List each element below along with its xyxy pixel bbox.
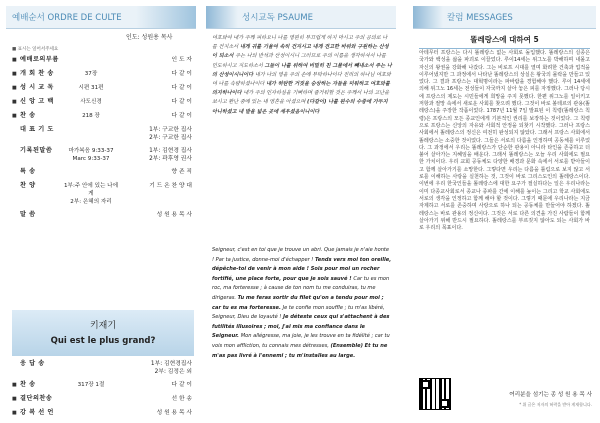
service-leader-name: 1부: 김현경 집사 2부: 곽후영 권사 xyxy=(149,148,192,162)
psalm-verse: (Ensemble) Et tu ne m'as pas livré à l'ennemi ; tu m'installes au large. xyxy=(212,342,388,359)
psalm-header xyxy=(206,6,396,29)
service-item: 찬 양 xyxy=(20,182,36,189)
psalm-panel xyxy=(206,6,396,418)
psalm-verse: 내가 나의 영을 주의 손에 부탁하나이다 진리의 하나님 여호와여 나를 속량하셨나이다 xyxy=(212,71,391,88)
service-row xyxy=(12,147,194,163)
service-item: 신 앙 고 백 xyxy=(20,98,54,105)
psalm-verse: Je te confie mon souffle ; tu m'as libéré, Seigneur, Dieu de loyauté ! xyxy=(212,304,385,321)
psalm-verse: 그들이 나를 위하여 비밀히 친 그물에서 빼내소서 주는 나의 산성이시니이다 xyxy=(212,62,392,78)
stand-marker-icon: ■ xyxy=(12,382,17,388)
sermon-title-box xyxy=(12,310,194,356)
service-leader: 인도: 성원용 목사 xyxy=(126,34,173,41)
psalm-verse: Tu me feras sortir du filet qu'on a tendu pour moi ; car tu es ma forteresse. xyxy=(212,294,384,311)
service-item: 응 답 송 xyxy=(20,360,45,367)
service-leader-name: 다 같 이 xyxy=(171,71,192,77)
header-decoration xyxy=(136,6,196,28)
psalm-title: 성시교독 PSAUME xyxy=(242,13,313,23)
stand-marker-icon: ■ xyxy=(12,85,17,91)
stand-marker-icon: ■ xyxy=(12,410,17,416)
psalm-verse: Car tu es mon roc, ma forteresse ; à cause de ton nom tu me conduiras, tu me dirigeras. xyxy=(212,275,390,301)
service-row xyxy=(12,112,194,120)
service-leader-name: 기 드 온 찬 양 대 xyxy=(149,183,192,189)
service-row xyxy=(12,409,194,417)
service-row xyxy=(12,98,194,106)
service-detail: 사도신경 xyxy=(80,99,102,105)
service-item: 찬 송 xyxy=(20,112,36,119)
psalm-verse: Mon allégresse, ma joie, je les trouve en ta fidélité ; car tu vois mon affliction, tu connais mes détresses, xyxy=(212,333,390,349)
psalm-verse: 내가 허탄한 거짓을 숭상하는 자들을 미워하고 여호와를 의지하나이다 xyxy=(212,81,390,97)
service-leader-name: 성 원 용 목 사 xyxy=(156,410,192,416)
service-leader-name: 다 같 이 xyxy=(171,85,192,91)
psalm-verse: (다같이) 나를 원수의 수중에 가두지 아니하셨고 내 발을 넓은 곳에 세우셨음이니이다 xyxy=(212,99,388,115)
column-headline: 똘레랑스에 대하여 5 xyxy=(419,32,590,49)
service-leader-name: 다 같 이 xyxy=(171,99,192,105)
service-detail: 317장 1절 xyxy=(77,382,105,388)
service-detail: 37장 xyxy=(84,71,98,77)
service-item: 대 표 기 도 xyxy=(20,126,54,133)
psalm-verse: Seigneur, c'est en toi que je trouve un abri. Que jamais je n'aie honte ! Par ta justice, donne-moi d'échapper ! xyxy=(212,247,390,263)
stand-marker-icon: ■ xyxy=(12,396,17,402)
service-row xyxy=(12,395,194,403)
stand-marker-icon: ■ xyxy=(12,113,17,119)
header-decoration xyxy=(206,6,238,28)
service-leader-name: 선 한 송 xyxy=(171,396,192,402)
sermon-title-ko: 키재기 xyxy=(89,321,117,331)
service-row xyxy=(12,211,194,219)
service-row xyxy=(12,56,194,64)
service-item: 개 회 찬 송 xyxy=(20,70,54,77)
order-title: 예배순서 ORDRE DE CULTE xyxy=(12,13,122,23)
service-item: 기록된말씀 xyxy=(20,147,53,154)
header-decoration xyxy=(413,6,443,28)
service-leader-name: 다 같 이 xyxy=(171,382,192,388)
service-leader-name: 인 도 자 xyxy=(171,57,192,63)
service-leader-name: 1부: 구교한 집사 2부: 구교한 집사 xyxy=(149,127,192,141)
service-leader-name: 향 존 직 xyxy=(171,169,192,175)
service-detail: 218 장 xyxy=(82,113,100,119)
stand-legend: ■ 표시는 일어서주세요 xyxy=(12,47,59,52)
service-item: 예배로의부름 xyxy=(20,56,59,63)
column-note: * 위 글은 저자의 허락을 받아 게재합니다. xyxy=(519,402,592,407)
service-row xyxy=(12,360,194,376)
service-row xyxy=(12,84,194,92)
psalm-verse: Tends vers moi ton oreille, dépêche-toi de venir à mon aide ! Sois pour moi un rocher fortifié, une place forte, pour que je sois sauvé ! xyxy=(212,256,392,282)
service-item: 강 복 선 언 xyxy=(20,409,54,416)
service-order-list xyxy=(12,56,194,225)
psalm-verse: 주는 나의 반석과 산성이시니 그러므로 주의 이름을 생각하셔서 나를 인도하시고 지도하소서 xyxy=(212,53,386,69)
psalm-korean xyxy=(212,34,392,117)
messages-header xyxy=(413,6,596,29)
service-detail: 마가복음 9:33-37 Marc 9:33-37 xyxy=(68,148,114,162)
service-row xyxy=(12,126,194,142)
service-detail: 1부:주 안에 있는 나에게 2부: 은혜의 자리 xyxy=(63,183,118,205)
stand-marker-icon: ■ xyxy=(12,71,17,77)
service-row xyxy=(12,168,194,176)
messages-title: 칼럼 MESSAGES xyxy=(447,13,513,23)
service-item: 말 씀 xyxy=(20,211,36,218)
service-item: 특 송 xyxy=(20,168,36,175)
service-row xyxy=(12,70,194,78)
psalm-verse: 내게 귀를 기울여 속히 건지시고 내게 견고한 바위와 구원하는 산성이 되소서 xyxy=(212,44,389,60)
service-row xyxy=(12,182,194,206)
column-body: 아테무터 프랑스는 다시 똘레랑스 없는 사회로 돌입했다. 똘레랑스의 실종은 국가와 백성을 삶을 파괴로 이끌었다. 루이14세는 위그노를 박해하며 내몰고 자신의 왕권을 강화해 나갔다. 그는 비로프 시대를 열며 화려한 건축과 업적을 이루어냈지만 그 과정에서 나타난 똘레랑스의 상실은 왕국의 몰락을 만들고 있었다. 그 결과 프랑스는 대혁명이라는 파바람을 경험해야 했다. 루이 14세에 의해 위그노 16세는 전성들이 자국까지 살아 놓은 피를 자정했다. 그러나 당시에 프랑스의 제도는 시민들에게 희망을 주지 못했다. 한편 위그노를 일이키고 저항과 절망 속에서 새로운 사회를 찾으려 했다. 그것이 바로 볼테르의 관용(똘레랑스)을 주장한 작품이었다. 1787년 11월 7일 발표된 이 칙령(똘레랑스 칙령)은 프랑스의 모든 종교인에게 기본적인 권리를 보장하는 것이었다. 그 칙령으로 프랑스는 신앙의 자유와 사회적 안정을 되찾기 시작했다. 그러나 프랑스 사회에서 똘레랑스의 정신은 여전히 완성되지 않았다. 그래서 프랑스 사회에서 똘레랑스는 소중한 것이었다. 그들은 서로의 다름을 인정하며 공동체를 이루었다. 그 과정에서 우리는 똘레랑스가 단순한 관용이 아니라 타인을 존중하고 더불어 살아가는 지혜임을 배운다. 그래서 똘레랑스는 오늘 우리 사회에도 필요한 가치이다. 우리 교회 공동체도 다양한 배경과 문화 속에서 서로를 받아들이고 함께 살아가기를 소망한다. 그렇다면 우리는 다름을 틀림으로 보지 않고 서로를 이해하는 사랑을 실천하는 것, 그것이 바로 그리스도인의 똘레랑스이다. 이번에 우리 한국인들을 똘레랑스에 대한 요구가 절실하다는 일은 우리나라는 이미 다종교사회로서 종교나 종파를 간에 이해를 높이는 그리고 학교 사회에도 서로의 생각을 인정하고 함께 해야 할 것이다. 그렇기 때문에 우리나라는 지금 자제하고 서로를 존중하며 사랑으로 하나 되는 공동체를 만들어야 하겠다. 똘레랑스는 바로 관용의 정신이다. 그것은 서로 다른 의견을 가진 사람들이 함께 살아가기 위해 반드시 필요하다. 똘레랑스를 부르짖지 않아도 되는 사회가 바로 우리의 목표이다. xyxy=(419,50,590,232)
service-item: 성 시 교 독 xyxy=(20,84,54,91)
stand-marker-icon: ■ xyxy=(12,99,17,105)
psalm-verse: Je déteste ceux qui s'attachent à des futilités illusoires ; moi, j'ai mis ma confiance dans le Seigneur. xyxy=(212,314,390,340)
psalm-french xyxy=(212,246,392,361)
stand-marker-icon: ■ xyxy=(12,57,17,63)
messages-panel xyxy=(413,6,596,418)
qr-code-icon[interactable] xyxy=(419,378,451,410)
service-leader-name: 다 같 이 xyxy=(171,113,192,119)
sermon-title-fr: Qui est le plus grand? xyxy=(50,336,156,346)
service-leader-name: 1부: 김현경집사 2부: 김정은 외 xyxy=(150,361,192,375)
service-item: 결단의찬송 xyxy=(20,395,53,402)
service-detail: 시편 31편 xyxy=(78,85,104,91)
order-of-service-panel xyxy=(6,6,196,418)
column-author: 여리분을 섬기는 종 성 원 용 목 사 xyxy=(509,392,592,398)
service-row xyxy=(12,381,194,389)
order-header xyxy=(6,6,196,29)
service-order-after-list xyxy=(12,360,194,418)
psalm-verse: 여호와여 내가 주께 피하오니 나를 영원히 부끄럽게 하지 마시고 주의 공의로 나를 건지소서 xyxy=(212,35,388,51)
service-leader-name: 성 원 용 목 사 xyxy=(156,212,192,218)
service-item: 찬 송 xyxy=(20,381,36,388)
psalm-verse: 내가 주의 인자하심을 기뻐하며 즐거워할 것은 주께서 나의 고난을 보시고 환난 중에 있는 내 영혼을 아셨으며 xyxy=(212,90,390,106)
